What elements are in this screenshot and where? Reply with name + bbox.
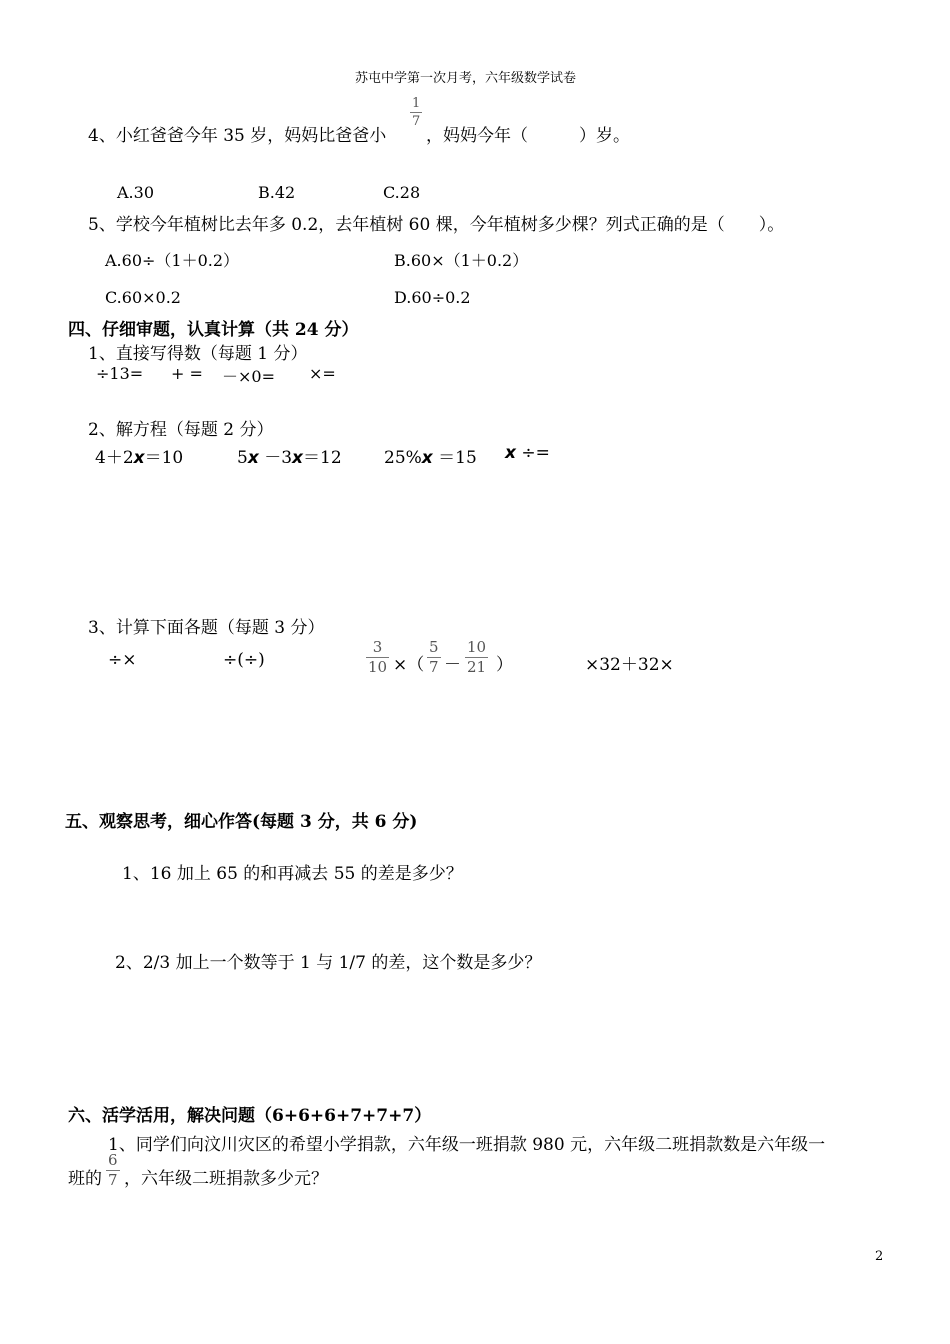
fraction-denominator: 10 xyxy=(368,658,388,676)
section6-fraction-6-7 xyxy=(106,1153,120,1188)
section4-title: 四、仔细审题，认真计算（共 24 分） xyxy=(68,320,359,340)
equation-2-part-c: ＝12 xyxy=(303,448,342,468)
equation-2-part-b: －3 xyxy=(258,448,293,468)
q4-fraction xyxy=(410,97,422,128)
section4-part1-item: + = xyxy=(171,364,203,383)
fraction-numerator: 10 xyxy=(467,638,487,656)
equation-1-lhs: 4＋2 xyxy=(95,448,134,468)
section6-question-1-line2-pre: 班的 xyxy=(68,1169,102,1189)
section5-question-1: 1、16 加上 65 的和再减去 55 的差是多少？ xyxy=(122,864,463,884)
section4-part3-title: 3、计算下面各题（每题 3 分） xyxy=(88,618,325,638)
section4-part1-item: ÷13= xyxy=(96,364,144,383)
fraction-numerator: 5 xyxy=(429,638,439,656)
variable-x: x xyxy=(292,448,303,468)
q5-option-c: C.60×0.2 xyxy=(105,288,181,307)
section5-question-2: 2、2/3 加上一个数等于 1 与 1/7 的差，这个数是多少？ xyxy=(115,953,542,973)
calc-item-2: ÷(÷) xyxy=(223,650,265,670)
page-number: 2 xyxy=(875,1249,884,1264)
fraction-denominator: 7 xyxy=(108,1171,118,1189)
q4-option-c: C.28 xyxy=(383,183,421,202)
equation-4-rest: ÷= xyxy=(515,443,550,463)
equation-2-part-a: 5 xyxy=(237,448,248,468)
equation-3-part-b: ＝15 xyxy=(432,448,477,468)
calc-item-4: ×32＋32× xyxy=(585,655,674,675)
exam-header: 苏屯中学第一次月考，六年级数学试卷 xyxy=(355,71,577,86)
equation-1 xyxy=(95,443,183,468)
q4-text-pre: 4、小红爸爸今年 35 岁，妈妈比爸爸小 xyxy=(88,126,387,146)
calc-fraction-5-7 xyxy=(427,640,441,675)
q5-text: 5、学校今年植树比去年多 0.2，去年植树 60 棵，今年植树多少棵？列式正确的是（ ）。 xyxy=(88,215,785,235)
section6-question-1-line2-post: ，六年级二班捐款多少元？ xyxy=(124,1169,328,1189)
q4-option-b: B.42 xyxy=(258,183,296,202)
section6-title: 六、活学活用，解决问题（6+6+6+7+7+7） xyxy=(68,1106,432,1126)
fraction-denominator: 7 xyxy=(429,658,439,676)
section4-part1-title: 1、直接写得数（每题 1 分） xyxy=(88,344,308,364)
variable-x: x xyxy=(133,448,145,468)
q4-option-a: A.30 xyxy=(117,183,154,202)
q4-fraction-denominator: 7 xyxy=(412,114,421,129)
variable-x: x xyxy=(421,448,433,468)
calc-minus: － xyxy=(444,655,461,675)
variable-x: x xyxy=(247,448,259,468)
calc-fraction-3-10 xyxy=(366,640,389,675)
equation-1-rhs: ＝10 xyxy=(144,448,184,468)
fraction-denominator: 21 xyxy=(467,658,487,676)
section4-part2-title: 2、解方程（每题 2 分） xyxy=(88,420,274,440)
section5-title: 五、观察思考，细心作答(每题 3 分，共 6 分) xyxy=(65,812,418,832)
section4-part1-item: ×= xyxy=(309,364,336,383)
calc-close-paren: ） xyxy=(496,655,513,675)
q4-text-post: ，妈妈今年（ ）岁。 xyxy=(426,126,630,146)
variable-x: x xyxy=(505,443,516,463)
calc-item-1: ÷× xyxy=(108,650,137,670)
section4-part1-item: －×0= xyxy=(222,367,275,386)
equation-2 xyxy=(237,443,342,468)
q5-option-d: D.60÷0.2 xyxy=(394,288,471,307)
q4-fraction-numerator: 1 xyxy=(412,96,421,111)
calc-times-open: ×（ xyxy=(393,655,425,675)
fraction-numerator: 6 xyxy=(108,1151,118,1169)
q5-option-b: B.60×（1＋0.2） xyxy=(394,251,529,270)
calc-fraction-10-21 xyxy=(465,640,488,675)
q5-option-a: A.60÷（1＋0.2） xyxy=(105,251,240,270)
section6-question-1-line1: 1、同学们向汶川灾区的希望小学捐款，六年级一班捐款 980 元，六年级二班捐款数是六年级一 xyxy=(108,1135,826,1155)
equation-3-part-a: 25% xyxy=(384,448,422,468)
fraction-numerator: 3 xyxy=(372,638,383,656)
equation-3 xyxy=(384,443,477,468)
equation-4 xyxy=(505,443,550,463)
